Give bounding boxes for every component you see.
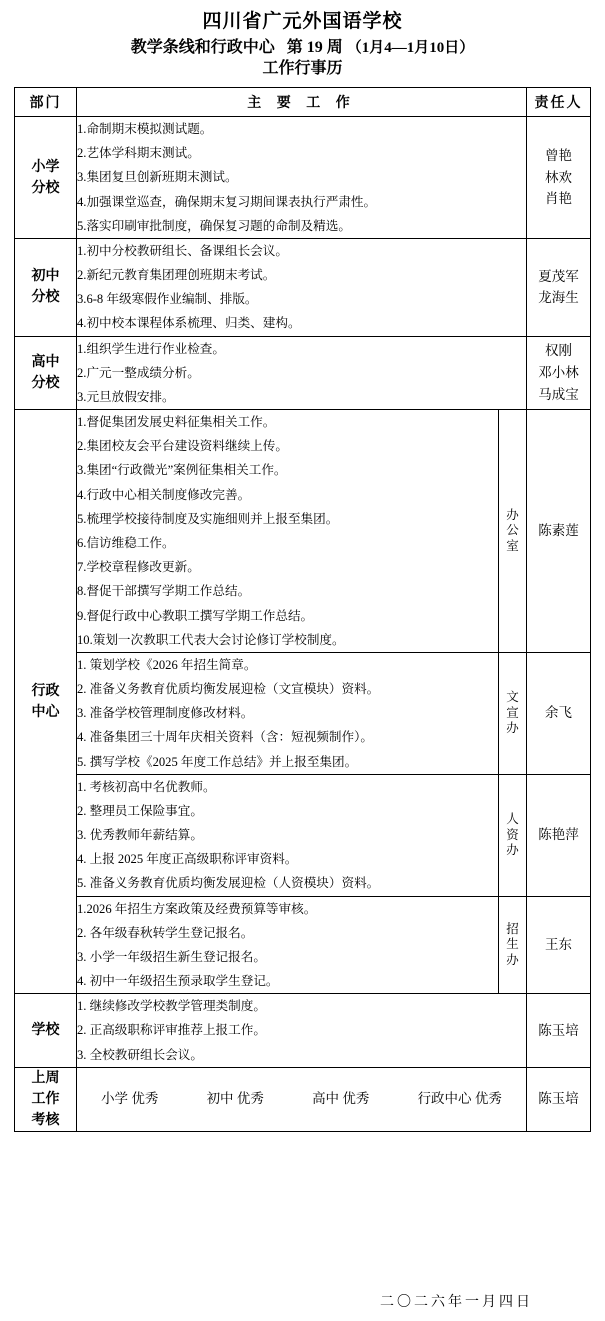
- work-item: 2.广元一整成绩分析。: [77, 365, 200, 380]
- work-item: 2. 各年级春秋转学生登记报名。: [77, 925, 254, 940]
- work-cell-senior: [77, 336, 527, 410]
- person-cell-junior: [527, 238, 591, 336]
- review-entry: 行政中心 优秀: [417, 1091, 502, 1107]
- title-week: 第 19 周: [286, 38, 343, 56]
- dept-line: 中心: [31, 704, 60, 720]
- person-cell-office: [527, 410, 591, 653]
- person-cell-publicity: [527, 652, 591, 774]
- work-item: 5. 撰写学校《2025 年度工作总结》并上报至集团。: [77, 754, 358, 769]
- work-item: 2.艺体学科期末测试。: [77, 146, 200, 161]
- work-item: 1.组织学生进行作业检查。: [77, 341, 225, 356]
- col-header-person: 责任人: [527, 88, 591, 117]
- work-item: 4.行政中心相关制度修改完善。: [77, 487, 251, 502]
- work-item: 5.梳理学校接待制度及实施细则并上报至集团。: [77, 511, 339, 526]
- work-item: 7.学校章程修改更新。: [77, 560, 200, 575]
- work-item: 3.集团复旦创新班期末测试。: [77, 170, 238, 185]
- subunit-cell-publicity: [499, 652, 527, 774]
- work-item: 8.督促干部撰写学期工作总结。: [77, 584, 251, 599]
- person-cell-school: [527, 994, 591, 1068]
- person-name: 龙海生: [538, 290, 579, 306]
- work-cell-primary: [77, 117, 527, 239]
- review-entry: 高中 优秀: [312, 1091, 370, 1107]
- subunit-cell-admissions: [499, 896, 527, 994]
- person-cell-review: [527, 1067, 591, 1131]
- work-item: 2.新纪元教育集团理创班期末考试。: [77, 268, 276, 283]
- work-item: 3.6-8 年级寒假作业编制、排版。: [77, 292, 258, 307]
- dept-cell-primary: [15, 117, 77, 239]
- work-item: 1.初中分校教研组长、备课组长会议。: [77, 243, 288, 258]
- person-name: 陈玉培: [538, 1022, 579, 1038]
- dept-line: 高中: [31, 354, 60, 370]
- dept-line: 分校: [31, 290, 60, 306]
- work-item: 6.信访维稳工作。: [77, 536, 175, 550]
- table-row: [15, 117, 591, 239]
- person-name: 王东: [545, 937, 572, 953]
- work-item: 4. 上报 2025 年度正高级职称评审资料。: [77, 852, 298, 867]
- work-item: 1. 考核初高中名优教师。: [77, 779, 216, 794]
- work-item: 3. 优秀教师年薪结算。: [77, 828, 203, 843]
- person-name: 曾艳: [545, 148, 572, 164]
- work-item: 1.督促集团发展史料征集相关工作。: [77, 415, 276, 430]
- footer-date: 二〇二六年一月四日: [380, 1295, 533, 1310]
- dept-cell-school: [15, 994, 77, 1068]
- table-row-review: [15, 1067, 591, 1131]
- dept-line: 分校: [31, 180, 60, 196]
- table-row: [15, 994, 591, 1068]
- review-entry: 初中 优秀: [206, 1091, 264, 1107]
- dept-cell-admin: [15, 410, 77, 994]
- subunit-label: 人资办: [506, 812, 519, 857]
- person-name: 夏茂军: [538, 268, 579, 284]
- schedule-table: [14, 87, 591, 1132]
- work-item: 3.元旦放假安排。: [77, 389, 175, 404]
- col-header-dept: 部门: [15, 88, 77, 117]
- work-item: 9.督促行政中心教职工撰写学期工作总结。: [77, 608, 314, 623]
- dept-line: 小学: [31, 159, 60, 175]
- review-entries: [77, 1086, 526, 1112]
- page-title-line3: 工作行事历: [262, 60, 343, 78]
- person-cell-primary: [527, 117, 591, 239]
- work-item: 1. 继续修改学校教学管理类制度。: [77, 999, 266, 1014]
- dept-cell-junior: [15, 238, 77, 336]
- table-row: [15, 238, 591, 336]
- dept-line: 分校: [31, 375, 60, 391]
- table-row: [15, 896, 591, 994]
- col-header-work: 主 要 工 作: [77, 88, 527, 117]
- dept-line: 行政: [31, 683, 60, 699]
- work-item: 1.2026 年招生方案政策及经费预算等审核。: [77, 901, 317, 916]
- person-name: 林欢: [545, 169, 572, 185]
- work-cell-junior: [77, 238, 527, 336]
- dept-line: 考核: [31, 1112, 60, 1128]
- work-item: 3.集团“行政微光”案例征集相关工作。: [77, 463, 287, 478]
- person-name: 肖艳: [545, 191, 572, 207]
- subunit-label: 办公室: [506, 508, 519, 553]
- table-row: [15, 774, 591, 896]
- page-title-line2: [14, 37, 591, 59]
- dept-cell-senior: [15, 336, 77, 410]
- work-item: 2. 正高级职称评审推荐上报工作。: [77, 1023, 266, 1038]
- work-item: 3. 准备学校管理制度修改材料。: [77, 706, 254, 721]
- work-cell-publicity: [77, 652, 499, 774]
- person-name: 陈玉培: [538, 1091, 579, 1107]
- work-item: 3. 小学一年级招生新生登记报名。: [77, 949, 266, 964]
- table-row: [15, 652, 591, 774]
- work-item: 1.命制期末模拟测试题。: [77, 122, 213, 137]
- work-item: 4. 准备集团三十周年庆相关资料（含：短视频制作）。: [77, 730, 373, 745]
- title-date-range: （1月4—1月10日）: [346, 39, 475, 56]
- work-item: 4. 初中一年级招生预录取学生登记。: [77, 974, 279, 989]
- work-item: 2.集团校友会平台建设资料继续上传。: [77, 439, 288, 454]
- work-cell-review: [77, 1067, 527, 1131]
- person-cell-hr: [527, 774, 591, 896]
- person-name: 陈艳萍: [538, 827, 579, 843]
- table-row: [15, 410, 591, 653]
- person-cell-admissions: [527, 896, 591, 994]
- dept-line: 学校: [31, 1023, 60, 1039]
- person-name: 权刚: [545, 343, 572, 359]
- work-item: 2. 准备义务教育优质均衡发展迎检（文宣模块）资料。: [77, 682, 380, 697]
- dept-line: 初中: [31, 269, 60, 285]
- dept-cell-review: [15, 1067, 77, 1131]
- table-header-row: [15, 88, 591, 117]
- work-cell-office: [77, 410, 499, 653]
- subunit-cell-office: [499, 410, 527, 653]
- work-item: 5.落实印刷审批制度，确保复习题的命制及精选。: [77, 218, 351, 233]
- work-item: 10.策划一次教职工代表大会讨论修订学校制度。: [77, 632, 345, 647]
- work-cell-school: [77, 994, 527, 1068]
- person-name: 邓小林: [538, 365, 579, 381]
- person-name: 陈素莲: [538, 523, 579, 539]
- person-name: 余飞: [545, 705, 572, 721]
- page-title-school: 四川省广元外国语学校: [202, 11, 403, 32]
- work-item: 2. 整理员工保险事宜。: [77, 803, 203, 818]
- subunit-label: 招生办: [506, 922, 519, 967]
- work-item: 4.加强课堂巡查，确保期末复习期间课表执行严肃性。: [77, 194, 377, 209]
- work-cell-admissions: [77, 896, 499, 994]
- work-cell-hr: [77, 774, 499, 896]
- work-item: 5. 准备义务教育优质均衡发展迎检（人资模块）资料。: [77, 876, 380, 891]
- work-item: 1. 策划学校《2026 年招生简章。: [77, 657, 257, 672]
- work-item: 3. 全校教研组长会议。: [77, 1047, 203, 1062]
- subunit-cell-hr: [499, 774, 527, 896]
- person-cell-senior: [527, 336, 591, 410]
- subunit-label: 文宣办: [506, 690, 519, 735]
- title-dept-scope: 教学条线和行政中心: [130, 38, 275, 56]
- dept-line: 工作: [31, 1091, 60, 1107]
- work-item: 4.初中校本课程体系梳理、归类、建构。: [77, 316, 301, 331]
- dept-line: 上周: [31, 1070, 60, 1086]
- review-entry: 小学 优秀: [101, 1091, 159, 1107]
- table-row: [15, 336, 591, 410]
- person-name: 马成宝: [538, 386, 579, 402]
